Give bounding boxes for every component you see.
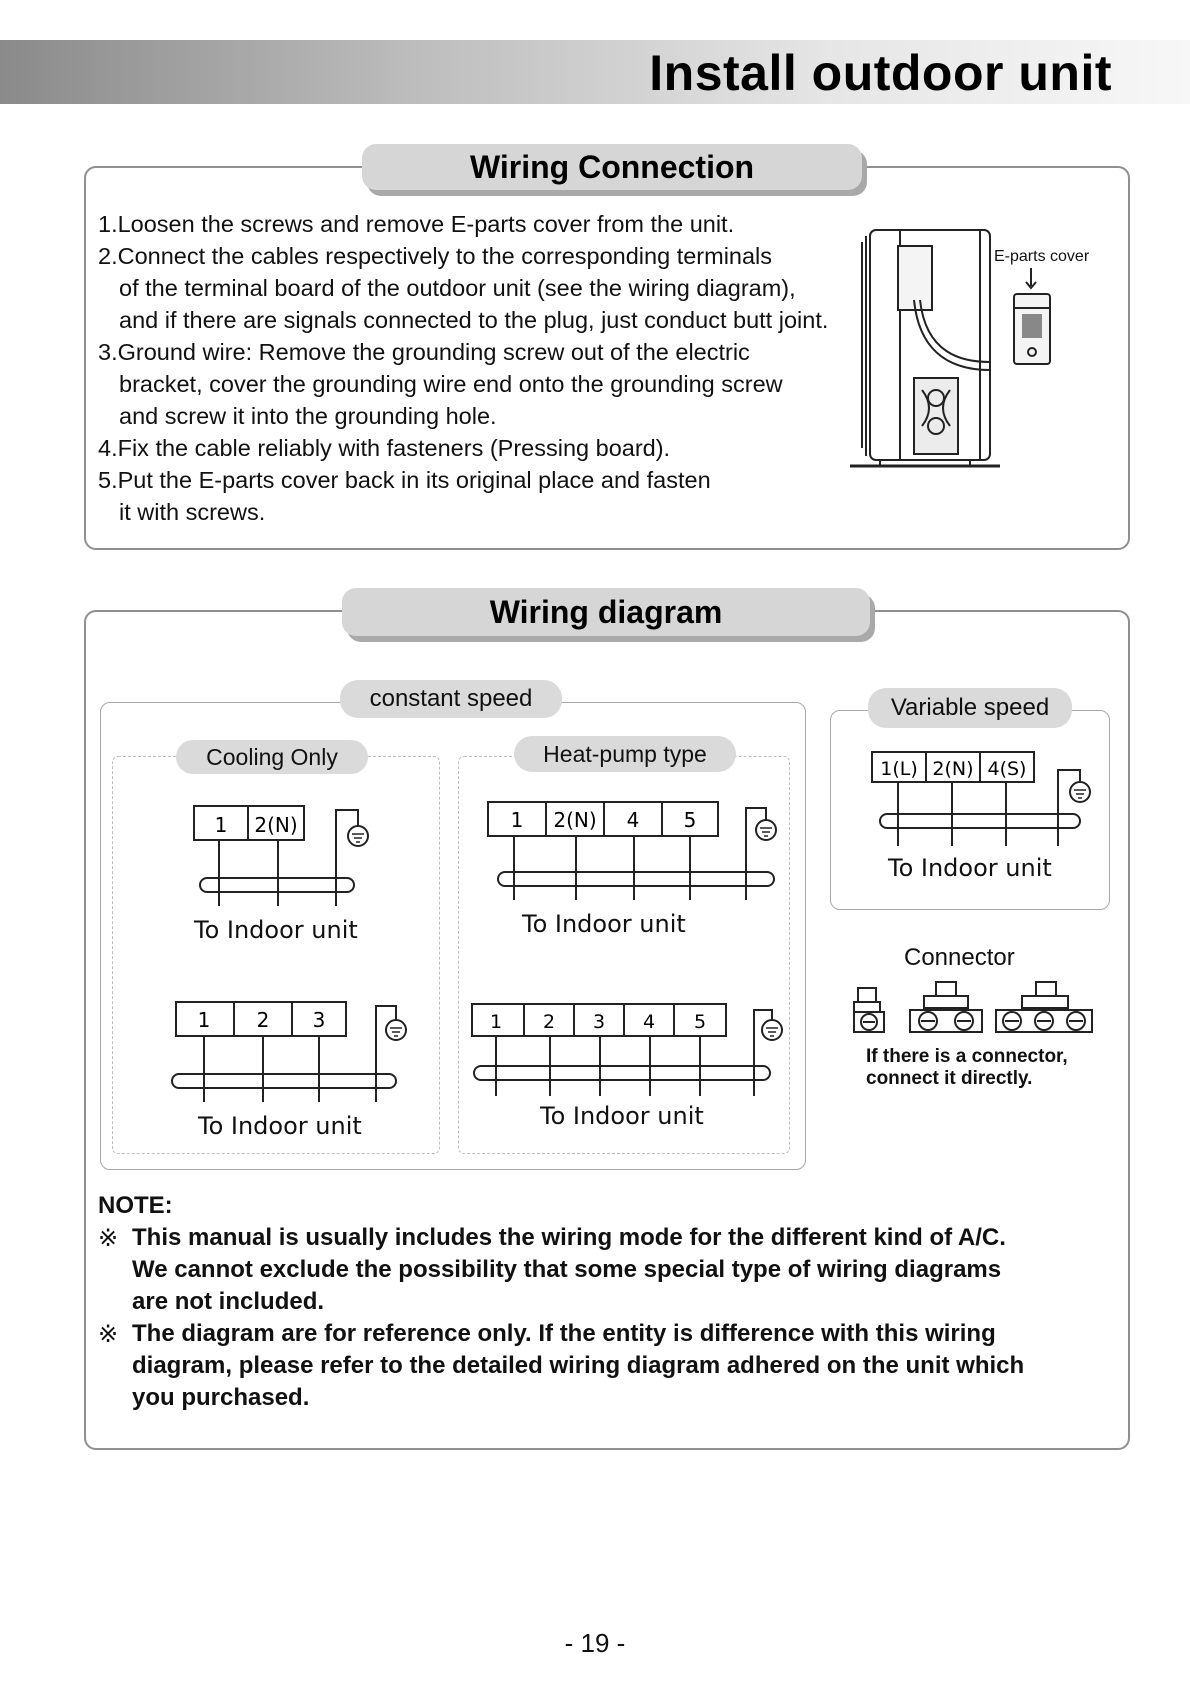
note-text: diagram, please refer to the detailed wiring diagram adhered on the unit which — [132, 1352, 1025, 1379]
variable-speed-label: Variable speed — [868, 688, 1072, 728]
heat-pump-diagram-4wire — [488, 796, 788, 906]
terminal-label: 1 — [197, 1008, 211, 1032]
cooling-only-diagram-3wire — [172, 996, 412, 1108]
terminal-label: 2 — [256, 1008, 270, 1032]
to-indoor-unit-label: To Indoor unit — [888, 854, 1052, 882]
terminal-label: 5 — [683, 808, 697, 832]
step-3 — [98, 336, 828, 432]
note-title: NOTE: — [98, 1192, 173, 1219]
page-title: Install outdoor unit — [649, 45, 1112, 101]
terminal-label: 1 — [510, 808, 524, 832]
connector-note-line-1: If there is a connector, — [866, 1046, 1068, 1067]
to-indoor-unit-label: To Indoor unit — [194, 916, 358, 944]
ground-icon — [756, 820, 776, 840]
ground-icon — [1070, 782, 1090, 802]
to-indoor-unit-label: To Indoor unit — [522, 910, 686, 938]
heat-pump-diagram-5wire — [470, 998, 790, 1102]
step-text-continued: of the terminal board of the outdoor unit (see the wiring diagram), — [119, 275, 796, 301]
note-item-1 — [98, 1222, 1006, 1318]
terminal-label: 2 — [542, 1011, 556, 1033]
terminal-label: 2(N) — [254, 813, 298, 837]
ground-icon — [762, 1020, 782, 1040]
ground-icon — [386, 1020, 406, 1040]
header-band — [0, 40, 1190, 104]
installation-steps — [98, 208, 828, 528]
terminal-label: 1 — [489, 1011, 503, 1033]
step-4 — [98, 432, 828, 464]
note-text: you purchased. — [132, 1384, 310, 1411]
terminal-label: 4 — [626, 808, 640, 832]
step-text-continued: and screw it into the grounding hole. — [119, 403, 497, 429]
step-text-continued: it with screws. — [119, 499, 266, 525]
cooling-only-label: Cooling Only — [176, 740, 368, 774]
wiring-connection-title: Wiring Connection — [362, 144, 862, 190]
connector-title: Connector — [904, 944, 1015, 971]
terminal-label: 3 — [312, 1008, 326, 1032]
to-indoor-unit-label: To Indoor unit — [540, 1102, 704, 1130]
note-text: The diagram are for reference only. If the entity is difference with this wiring — [132, 1320, 996, 1347]
ground-icon — [348, 826, 368, 846]
note-text: are not included. — [132, 1288, 325, 1315]
connector-illustration — [850, 980, 1096, 1036]
reference-mark: ※ — [98, 1320, 119, 1348]
terminal-label: 4 — [642, 1011, 656, 1033]
note-item-2 — [98, 1318, 1024, 1414]
step-text: 3.Ground wire: Remove the grounding screw out of the electric — [98, 339, 750, 365]
terminal-label: 5 — [693, 1011, 707, 1033]
note-text: This manual is usually includes the wiring mode for the different kind of A/C. — [132, 1224, 1006, 1251]
cooling-only-diagram-2wire — [190, 800, 380, 912]
step-5 — [98, 464, 828, 528]
step-text-continued: bracket, cover the grounding wire end onto the grounding screw — [119, 371, 783, 397]
page-number: - 19 - — [564, 1628, 626, 1658]
step-text: 2.Connect the cables respectively to the corresponding terminals — [98, 243, 773, 269]
terminal-label: 4(S) — [987, 758, 1027, 780]
step-2 — [98, 240, 828, 336]
constant-speed-label: constant speed — [340, 680, 562, 718]
to-indoor-unit-label: To Indoor unit — [198, 1112, 362, 1140]
terminal-label: 1 — [214, 813, 228, 837]
terminal-label: 2(N) — [553, 808, 597, 832]
note-text: We cannot exclude the possibility that some special type of wiring diagrams — [132, 1256, 1002, 1283]
terminal-label: 3 — [592, 1011, 606, 1033]
step-1 — [98, 208, 828, 240]
step-text: 5.Put the E-parts cover back in its original place and fasten — [98, 467, 711, 493]
step-text-continued: and if there are signals connected to the plug, just conduct butt joint. — [119, 307, 829, 333]
step-text: 1.Loosen the screws and remove E-parts cover from the unit. — [98, 211, 735, 237]
wiring-diagram-title: Wiring diagram — [342, 588, 870, 636]
heat-pump-label: Heat-pump type — [514, 736, 736, 772]
step-text: 4.Fix the cable reliably with fasteners (Pressing board). — [98, 435, 671, 461]
reference-mark: ※ — [98, 1224, 119, 1252]
terminal-label: 2(N) — [932, 758, 974, 780]
terminal-label: 1(L) — [880, 758, 918, 780]
e-parts-cover-label: E-parts cover — [994, 248, 1090, 265]
variable-speed-diagram — [870, 750, 1100, 850]
connector-note-line-2: connect it directly. — [866, 1068, 1033, 1089]
